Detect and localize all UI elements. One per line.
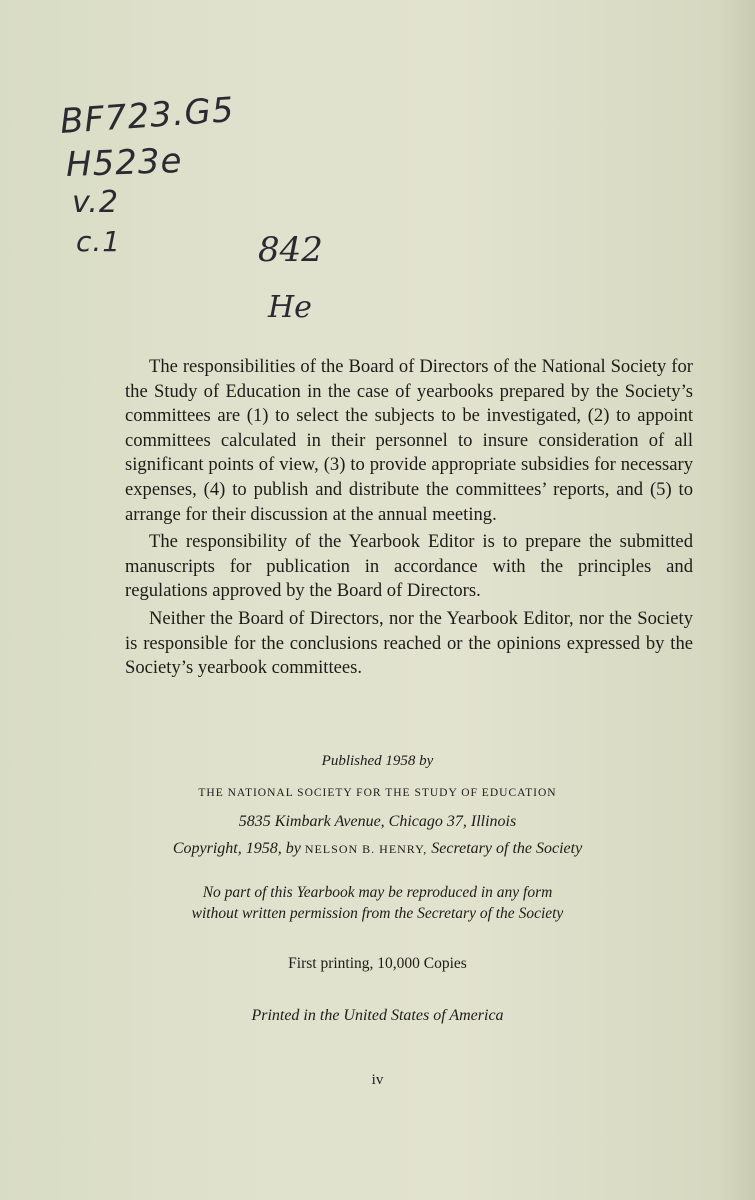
call-number-line-4: c.1 [76,225,122,258]
society-address: 5835 Kimbark Avenue, Chicago 37, Illinois [238,813,517,830]
responsibilities-text [125,355,693,684]
handwritten-number: 842 [258,230,323,270]
paragraph-editor: The responsibility of the Yearbook Editor is to prepare the submitted manuscripts for publication in accordance with the principles and regulations approved by the Board of Directors. [125,531,693,602]
copyright-line [0,840,755,858]
society-name: THE NATIONAL SOCIETY FOR THE STUDY OF EDUCATION [198,787,557,799]
printed-in-line: Printed in the United States of America [251,1007,504,1024]
published-line: Published 1958 by [321,753,434,769]
paragraph-disclaimer: Neither the Board of Directors, nor the Yearbook Editor, nor the Society is responsible for the conclusions reached or the opinions expressed by the Society’s yearbook committees. [125,607,693,679]
call-number-line-3: v.2 [72,185,119,220]
handwritten-code: He [268,290,312,325]
printing-line: First printing, 10,000 Copies [288,955,467,972]
page-number: iv [371,1072,384,1088]
call-number-line-2: H523e [65,140,184,186]
notice-line-2: without written permission from the Secretary of the Society [191,905,564,922]
notice-line-1: No part of this Yearbook may be reproduced in any form [202,884,553,901]
call-number-line-1: BF723.G5 [58,89,236,143]
copyright-prefix: Copyright, 1958, by [172,840,301,857]
reproduction-notice [0,882,755,924]
copyright-suffix: Secretary of the Society [431,840,583,857]
copyright-holder: NELSON B. HENRY, [304,842,428,856]
paragraph-board: The responsibilities of the Board of Directors of the National Society for the Study of Education in the case of yearbooks prepared by the Society’s committees are (1) to select the subjects to be investigated, (2) to appoint committees calculated in their personnel to insure consideration of all significant points of view, (3) to provide appropriate subsidies for necessary expenses, (4) to publish and distribute the committees’ reports, and (5) to arrange for their discussion at the annual meeting. [125,356,693,525]
